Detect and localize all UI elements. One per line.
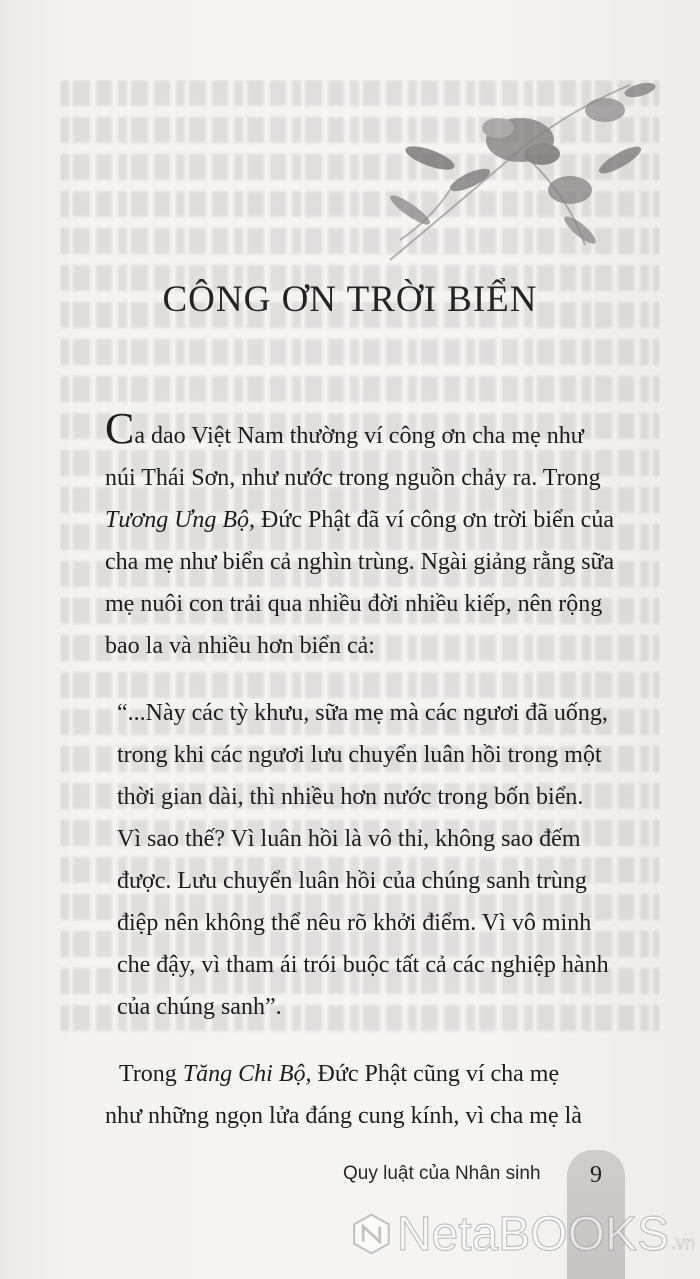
text-line: như những ngọn lửa đáng cung kính, vì cha mẹ là <box>105 1103 582 1129</box>
text-line: Trong <box>119 1061 183 1087</box>
text-line: cha mẹ như biển cả nghìn trùng. Ngài giảng rằng sữa <box>105 549 615 575</box>
paragraph-1 <box>105 404 635 667</box>
watermark-suffix: .vn <box>670 1233 695 1253</box>
scripture-title: Tương Ưng Bộ <box>105 507 249 533</box>
quote-line: che đậy, vì tham ái trói buộc tất cả các nghiệp hành <box>117 952 609 978</box>
quote-line: thời gian dài, thì nhiều hơn nước trong bốn biển. <box>117 784 584 810</box>
text-line: , Đức Phật đã ví công ơn trời biển của <box>249 507 614 533</box>
text-line: mẹ nuôi con trải qua nhiều đời nhiều kiếp, nên rộng <box>105 591 603 617</box>
quote-line: “...Này các tỳ khưu, sữa mẹ mà các ngươi đã uống, <box>117 700 608 726</box>
chapter-title: CÔNG ƠN TRỜI BIỂN <box>162 279 538 320</box>
text-line: , Đức Phật cũng ví cha mẹ <box>305 1061 560 1087</box>
quote-line: trong khi các ngươi lưu chuyển luân hồi trong một <box>117 742 602 768</box>
watermark <box>350 1198 695 1270</box>
running-footer-title: Quy luật của Nhân sinh <box>343 1163 541 1184</box>
quote-line: của chúng sanh”. <box>117 994 282 1020</box>
drop-cap: C <box>105 404 135 453</box>
text-line: bao la và nhiều hơn biển cả: <box>105 633 375 659</box>
block-quote <box>117 692 635 1028</box>
scripture-title: Tăng Chi Bộ <box>182 1061 306 1087</box>
page-number: 9 <box>590 1162 602 1188</box>
flower-illustration-icon <box>370 70 670 270</box>
netabooks-logo-icon <box>350 1203 393 1265</box>
text-line: a dao Việt Nam thường ví công ơn cha mẹ như <box>134 423 584 449</box>
quote-line: điệp nên không thể nêu rõ khởi điểm. Vì vô minh <box>117 910 592 936</box>
quote-line: được. Lưu chuyển luân hồi của chúng sanh trùng <box>117 868 587 894</box>
paragraph-2 <box>105 1053 635 1137</box>
text-line: núi Thái Sơn, như nước trong nguồn chảy ra. Trong <box>105 465 601 491</box>
body-text <box>105 404 635 1137</box>
watermark-brand: NetaBOOKS <box>396 1207 669 1261</box>
quote-line: Vì sao thế? Vì luân hồi là vô thỉ, không sao đếm <box>117 826 581 852</box>
